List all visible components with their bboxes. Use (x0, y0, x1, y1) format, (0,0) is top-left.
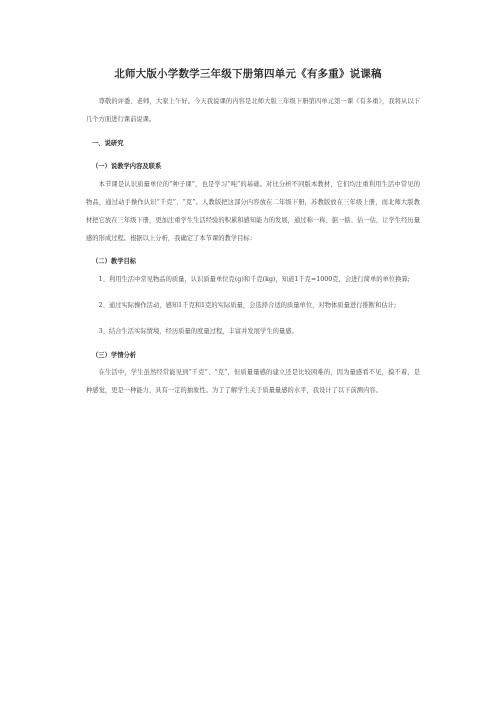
learners-paragraph: 在生活中，学生虽然经常能见到“千克”、“克”，但质量量感的建立还是比较困难的，因为量感看不见，摸不着，是种感觉，更是一种能力，具有一定的抽象性。为了了解学生关于质量量感的水平，我设计了以下前测内容。 (86, 369, 420, 395)
intro-paragraph: 尊敬的评委、老师，大家上午好。今天我说课的内容是北师大版三年级下册第四单元第一课《有多重》，我将从以下几个方面进行课前说课。 (86, 98, 420, 123)
subsection-heading-goals: （二）教学目标 (92, 258, 137, 266)
goal-item-1: 1、利用生活中常见物品的质量，认识质量单位克(g)和千克(kg)，知道1千克=1000克，会进行简单的单位换算; (98, 276, 410, 284)
goal-item-3: 3、结合生活实际情境，经历质量的度量过程，丰富并发展学生的量感。 (98, 327, 298, 335)
content-paragraph: 本节课是认识质量单位的“种子课”，也是学习“吨”的基础。对比分析不同版本教材，它们均注重利用生活中常见的物品，通过动手操作认识“千克”、“克”。人教版把这部分内容放在二年级下册，苏教版放在三年级上册，而北师大版教材把它放在三年级下册，更加注重学生生活经验的积累和感知能力的发展，通过称一称、掂一掂、估一估，让学生经历量感的形成过程。根据以上分析，我确定了本节课的教学目标： (86, 181, 420, 242)
subsection-heading-learners: （三）学情分析 (92, 351, 137, 359)
document-title: 北师大版小学数学三年级下册第四单元《有多重》说课稿 (114, 68, 382, 80)
document-body (86, 93, 420, 400)
subsection-heading-content: （一）说教学内容及联系 (92, 163, 162, 171)
goal-item-2: 2、通过实际操作活动，感知1千克和1克的实际质量，会选择合适的质量单位，对物体质量进行推断和估计; (98, 301, 397, 309)
section-heading-research: 一、说研究 (92, 139, 124, 147)
